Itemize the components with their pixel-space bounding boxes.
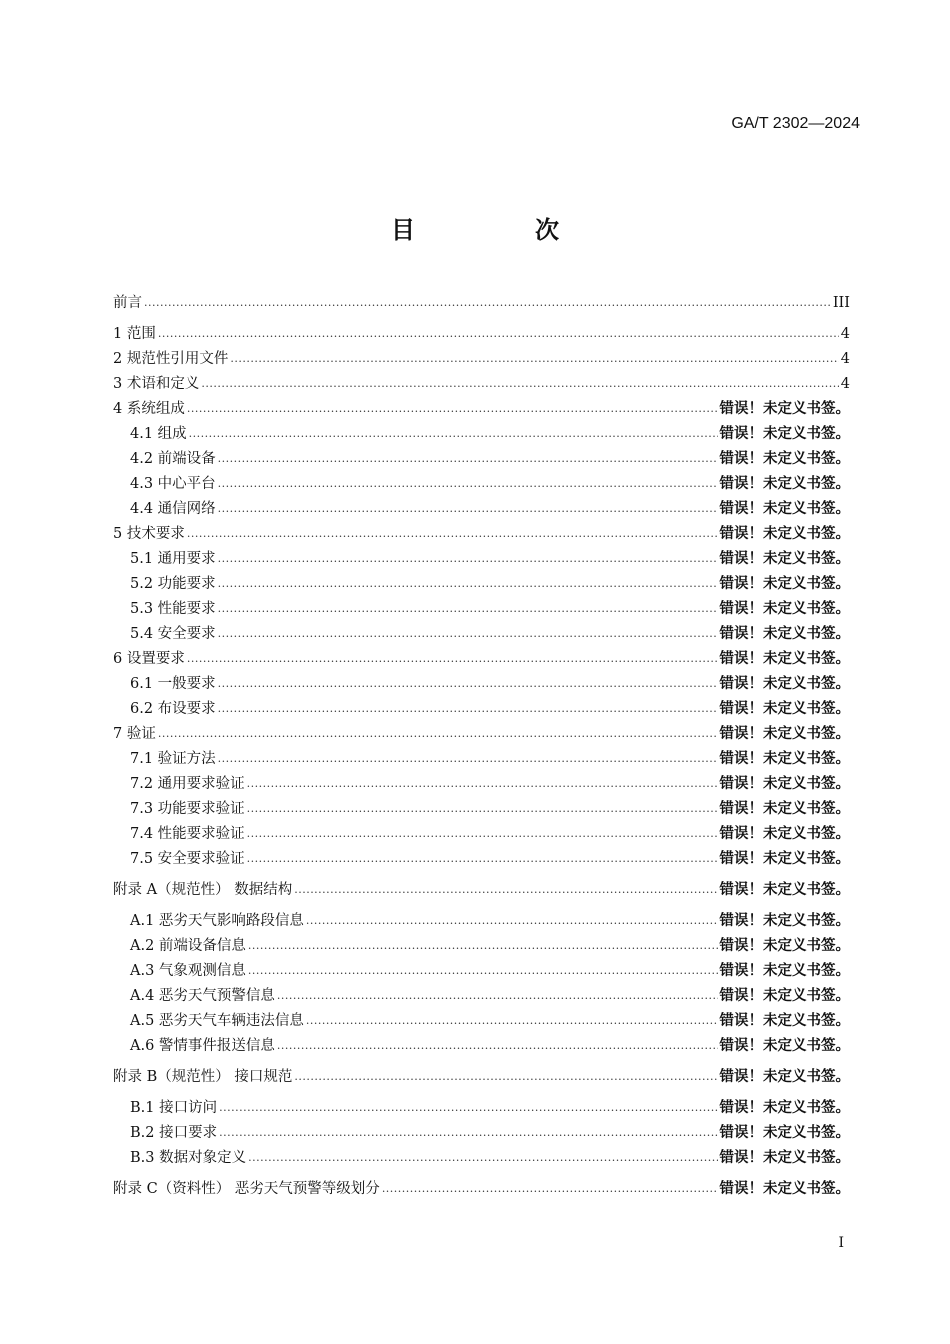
toc-entry[interactable]	[113, 493, 850, 518]
toc-entry[interactable]	[113, 618, 850, 643]
toc-entry[interactable]	[113, 1142, 850, 1167]
dot-leader	[218, 625, 718, 643]
toc-entry-label: 4.1 组成	[130, 426, 187, 442]
toc-entry-page: 错误！未定义书签。	[719, 451, 850, 467]
dot-leader	[218, 600, 718, 618]
toc-entry-label: 7.3 功能要求验证	[130, 801, 245, 817]
toc-entry-page: 错误！未定义书签。	[719, 1013, 850, 1029]
toc-entry-label: B.1 接口访问	[130, 1100, 218, 1116]
toc-entry-page: III	[832, 295, 850, 311]
dot-leader	[247, 800, 718, 818]
dot-leader	[219, 1099, 717, 1117]
toc-entry-label: 5 技术要求	[113, 526, 185, 542]
toc-entry-label: 前言	[113, 295, 142, 311]
dot-leader	[218, 700, 718, 718]
toc-entry-page: 错误！未定义书签。	[719, 726, 850, 742]
dot-leader	[248, 1149, 717, 1167]
toc-entry-page: 错误！未定义书签。	[719, 526, 850, 542]
toc-entry-label: 7.2 通用要求验证	[130, 776, 245, 792]
toc-entry-page: 错误！未定义书签。	[719, 476, 850, 492]
toc-entry-label: 2 规范性引用文件	[113, 351, 229, 367]
toc-entry[interactable]	[113, 1092, 850, 1117]
toc-entry-page: 错误！未定义书签。	[719, 826, 850, 842]
toc-entry[interactable]	[113, 418, 850, 443]
toc-entry[interactable]	[113, 643, 850, 668]
dot-leader	[187, 525, 718, 543]
toc-entry-label: 3 术语和定义	[113, 376, 200, 392]
toc-entry-page: 错误！未定义书签。	[719, 701, 850, 717]
toc-entry-label: 附录 C（资料性） 恶劣天气预警等级划分	[113, 1181, 380, 1197]
toc-entry[interactable]	[113, 1005, 850, 1030]
document-number: GA/T 2302—2024	[731, 115, 860, 132]
toc-entry-page: 错误！未定义书签。	[719, 988, 850, 1004]
toc-entry-page: 错误！未定义书签。	[719, 751, 850, 767]
toc-entry[interactable]	[113, 743, 850, 768]
toc-entry-label: 4.4 通信网络	[130, 501, 216, 517]
toc-entry-label: B.3 数据对象定义	[130, 1150, 247, 1166]
toc-entry-page: 错误！未定义书签。	[719, 913, 850, 929]
toc-entry-label: 附录 B（规范性） 接口规范	[113, 1069, 293, 1085]
dot-leader	[306, 912, 718, 930]
toc-entry[interactable]	[113, 1117, 850, 1142]
toc-entry-label: A.5 恶劣天气车辆违法信息	[130, 1013, 304, 1029]
toc-entry-label: 附录 A（规范性） 数据结构	[113, 882, 293, 898]
toc-entry-page: 错误！未定义书签。	[719, 676, 850, 692]
toc-entry[interactable]	[113, 443, 850, 468]
toc-entry-page: 错误！未定义书签。	[719, 601, 850, 617]
dot-leader	[247, 850, 718, 868]
toc-entry[interactable]	[113, 593, 850, 618]
toc-entry-label: 6.2 布设要求	[130, 701, 216, 717]
toc-entry-label: A.1 恶劣天气影响路段信息	[130, 913, 304, 929]
toc-entry[interactable]	[113, 287, 850, 312]
toc-entry-label: B.2 接口要求	[130, 1125, 218, 1141]
toc-entry-page: 错误！未定义书签。	[719, 501, 850, 517]
dot-leader	[248, 962, 718, 980]
dot-leader	[382, 1180, 718, 1198]
toc-entry-page: 错误！未定义书签。	[719, 1150, 850, 1166]
toc-entry[interactable]	[113, 818, 850, 843]
dot-leader	[218, 750, 718, 768]
dot-leader	[187, 650, 718, 668]
dot-leader	[189, 425, 718, 443]
toc-entry-label: 5.4 安全要求	[130, 626, 216, 642]
toc-entry-page: 错误！未定义书签。	[719, 651, 850, 667]
toc-entry-page: 错误！未定义书签。	[719, 1181, 850, 1197]
toc-entry-label: 5.3 性能要求	[130, 601, 216, 617]
toc-entry-page: 错误！未定义书签。	[719, 551, 850, 567]
toc-entry[interactable]	[113, 518, 850, 543]
toc-entry[interactable]	[113, 393, 850, 418]
toc-entry[interactable]	[113, 874, 850, 899]
toc-entry[interactable]	[113, 955, 850, 980]
page-title: 目 次	[391, 216, 607, 244]
dot-leader	[306, 1012, 718, 1030]
toc-entry[interactable]	[113, 343, 850, 368]
toc-entry-label: 7.4 性能要求验证	[130, 826, 245, 842]
dot-leader	[247, 825, 718, 843]
toc-entry[interactable]	[113, 468, 850, 493]
toc-entry-label: 5.2 功能要求	[130, 576, 216, 592]
dot-leader	[248, 937, 718, 955]
toc-entry-label: A.3 气象观测信息	[130, 963, 246, 979]
dot-leader	[294, 1068, 717, 1086]
toc-entry[interactable]	[113, 793, 850, 818]
dot-leader	[277, 987, 718, 1005]
toc-entry-label: 4.3 中心平台	[130, 476, 216, 492]
toc-entry[interactable]	[113, 930, 850, 955]
toc-entry-page: 错误！未定义书签。	[719, 626, 850, 642]
toc-entry[interactable]	[113, 318, 850, 343]
dot-leader	[230, 350, 838, 368]
toc-entry[interactable]	[113, 693, 850, 718]
toc-entry-label: A.4 恶劣天气预警信息	[130, 988, 275, 1004]
toc-entry-label: 7.5 安全要求验证	[130, 851, 245, 867]
toc-entry[interactable]	[113, 718, 850, 743]
toc-entry-page: 错误！未定义书签。	[719, 401, 850, 417]
toc-entry-page: 错误！未定义书签。	[719, 426, 850, 442]
dot-leader	[294, 881, 717, 899]
toc-entry-page: 错误！未定义书签。	[719, 1069, 850, 1085]
dot-leader	[158, 725, 718, 743]
toc-entry-page: 错误！未定义书签。	[719, 851, 850, 867]
toc-entry-label: 5.1 通用要求	[130, 551, 216, 567]
toc-entry[interactable]	[113, 368, 850, 393]
toc-entry[interactable]	[113, 543, 850, 568]
toc-entry-page: 错误！未定义书签。	[719, 963, 850, 979]
toc-entry[interactable]	[113, 668, 850, 693]
dot-leader	[218, 450, 718, 468]
dot-leader	[218, 550, 718, 568]
dot-leader	[218, 575, 718, 593]
toc-entry-label: 6.1 一般要求	[130, 676, 216, 692]
toc-entry[interactable]	[113, 843, 850, 868]
toc-entry-page: 错误！未定义书签。	[719, 1125, 850, 1141]
dot-leader	[158, 325, 839, 343]
dot-leader	[218, 475, 718, 493]
toc-entry[interactable]	[113, 905, 850, 930]
toc-entry-page: 错误！未定义书签。	[719, 776, 850, 792]
toc-entry-page: 错误！未定义书签。	[719, 1038, 850, 1054]
toc-entry[interactable]	[113, 568, 850, 593]
toc-entry-label: 6 设置要求	[113, 651, 185, 667]
toc-entry[interactable]	[113, 1173, 850, 1198]
toc-entry-label: 7.1 验证方法	[130, 751, 216, 767]
toc-entry[interactable]	[113, 980, 850, 1005]
page-number: I	[838, 1235, 844, 1251]
toc-entry-label: 4.2 前端设备	[130, 451, 216, 467]
toc-entry-page: 4	[840, 376, 850, 392]
dot-leader	[144, 294, 831, 312]
dot-leader	[218, 500, 718, 518]
toc-entry-page: 错误！未定义书签。	[719, 1100, 850, 1116]
dot-leader	[219, 1124, 717, 1142]
toc-entry-page: 错误！未定义书签。	[719, 576, 850, 592]
toc-entry-label: 1 范围	[113, 326, 156, 342]
toc-entry-label: A.6 警情事件报送信息	[130, 1038, 275, 1054]
dot-leader	[247, 775, 718, 793]
toc-entry-page: 错误！未定义书签。	[719, 801, 850, 817]
dot-leader	[201, 375, 838, 393]
toc-entry[interactable]	[113, 1061, 850, 1086]
toc-entry-page: 错误！未定义书签。	[719, 882, 850, 898]
dot-leader	[277, 1037, 718, 1055]
toc-entry-label: 4 系统组成	[113, 401, 185, 417]
dot-leader	[218, 675, 718, 693]
toc-entry[interactable]	[113, 1030, 850, 1055]
toc-entry-page: 4	[840, 351, 850, 367]
dot-leader	[187, 400, 718, 418]
toc-entry-page: 错误！未定义书签。	[719, 938, 850, 954]
toc-entry-label: A.2 前端设备信息	[130, 938, 246, 954]
toc-entry[interactable]	[113, 768, 850, 793]
table-of-contents	[113, 287, 850, 1198]
toc-entry-page: 4	[840, 326, 850, 342]
toc-entry-label: 7 验证	[113, 726, 156, 742]
